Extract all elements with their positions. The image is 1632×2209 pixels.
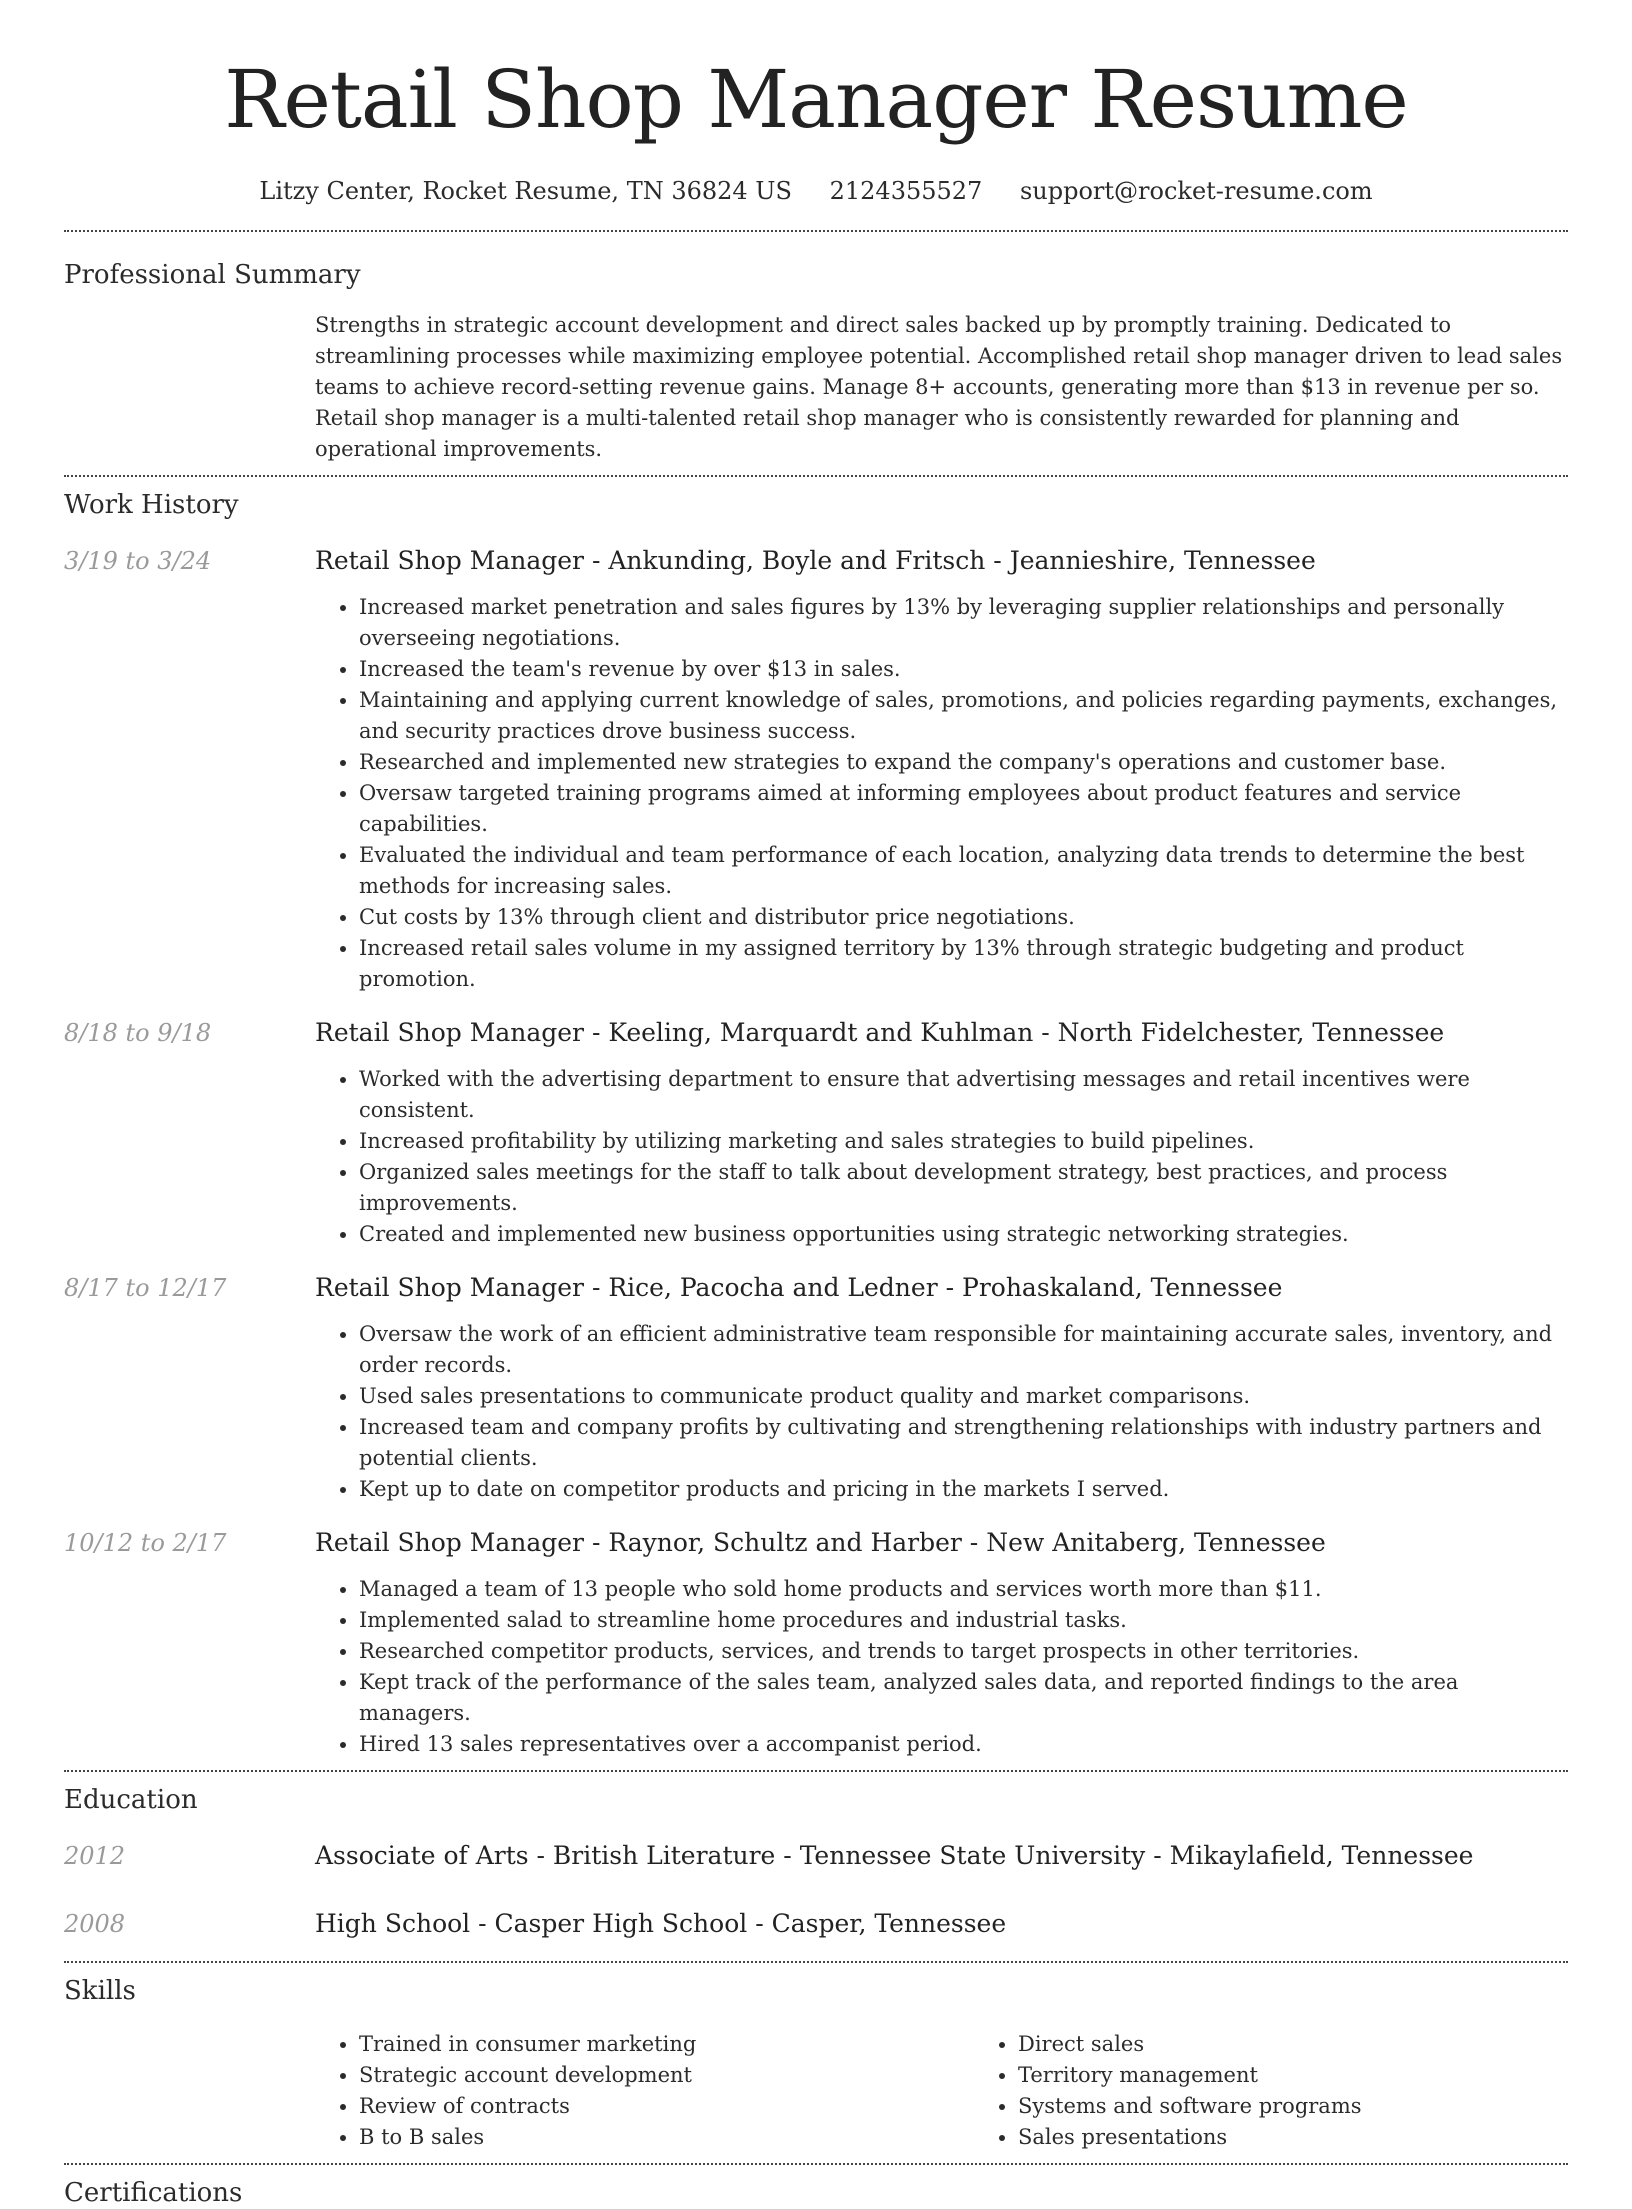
list-item: • Researched competitor products, services, and trends to target prospects in other territories. [359, 1636, 1568, 1667]
list-item: • Implemented salad to streamline home procedures and industrial tasks. [359, 1605, 1568, 1636]
job-title: Retail Shop Manager - Raynor, Schultz and Harber - New Anitaberg, Tennessee [315, 1528, 1326, 1557]
section-divider [64, 475, 1568, 477]
education-detail: Associate of Arts - British Literature - Tennessee State University - Mikaylafield, Tennessee [315, 1841, 1474, 1870]
summary-text: Strengths in strategic account development and direct sales backed up by promptly training. Dedicated to streamlining processes while maximizing employee potential. Accomplished retail shop manager driven to lead sales teams to achieve record-setting revenue gains. Manage 8+ accounts, generating more than $13 in revenue per so. Retail shop manager is a multi-talented retail shop manager who is consistently rewarded for planning and operational improvements. [315, 313, 1563, 461]
job-title: Retail Shop Manager - Ankunding, Boyle and Fritsch - Jeannieshire, Tennessee [315, 546, 1316, 575]
section-heading-summary: Professional Summary [64, 260, 361, 290]
list-item: • Researched and implemented new strategies to expand the company's operations and customer base. [359, 747, 1568, 778]
job-dates: 8/18 to 9/18 [64, 1019, 212, 1047]
list-item: • Hired 13 sales representatives over a accompanist period. [359, 1729, 1568, 1760]
list-item: • Increased profitability by utilizing marketing and sales strategies to build pipelines. [359, 1126, 1568, 1157]
job-dates: 10/12 to 2/17 [64, 1529, 227, 1557]
summary-left-spacer [64, 310, 315, 465]
job-entry [64, 1018, 1568, 1250]
list-item: • Systems and software programs [1018, 2091, 1632, 2122]
section-heading-skills: Skills [64, 1976, 136, 2006]
education-detail: High School - Casper High School - Casper, Tennessee [315, 1909, 1007, 1938]
section-divider [64, 1961, 1568, 1963]
list-item: • Oversaw the work of an efficient administrative team responsible for maintaining accurate sales, inventory, and order records. [359, 1319, 1568, 1381]
education-year: 2008 [64, 1910, 126, 1938]
list-item: • B to B sales [359, 2122, 974, 2153]
education-entry [64, 1841, 1568, 1871]
skills-left-spacer [64, 2029, 315, 2153]
contact-phone: 2124355527 [829, 177, 983, 205]
skills-list-column-2 [974, 2029, 1632, 2153]
skills-row [64, 2029, 1568, 2153]
section-divider [64, 1770, 1568, 1772]
list-item: • Kept track of the performance of the sales team, analyzed sales data, and reported findings to the area managers. [359, 1667, 1568, 1729]
list-item: • Review of contracts [359, 2091, 974, 2122]
section-divider [64, 2163, 1568, 2165]
contact-line [0, 176, 1632, 206]
section-divider [64, 230, 1568, 232]
section-heading-work-history: Work History [64, 490, 239, 520]
list-item: • Increased the team's revenue by over $13 in sales. [359, 654, 1568, 685]
job-entry [64, 1528, 1568, 1760]
list-item: • Oversaw targeted training programs aimed at informing employees about product features and service capabilities. [359, 778, 1568, 840]
list-item: • Increased team and company profits by cultivating and strengthening relationships with industry partners and potential clients. [359, 1412, 1568, 1474]
list-item: • Worked with the advertising department to ensure that advertising messages and retail incentives were consistent. [359, 1064, 1568, 1126]
summary-row [64, 310, 1568, 465]
list-item: • Direct sales [1018, 2029, 1632, 2060]
list-item: • Created and implemented new business opportunities using strategic networking strategies. [359, 1219, 1568, 1250]
job-bullet-list [315, 592, 1568, 995]
job-bullet-list [315, 1574, 1568, 1760]
job-dates: 3/19 to 3/24 [64, 547, 212, 575]
list-item: • Increased retail sales volume in my assigned territory by 13% through strategic budgeting and product promotion. [359, 933, 1568, 995]
list-item: • Cut costs by 13% through client and distributor price negotiations. [359, 902, 1568, 933]
list-item: • Increased market penetration and sales figures by 13% by leveraging supplier relationships and personally overseeing negotiations. [359, 592, 1568, 654]
job-bullet-list [315, 1064, 1568, 1250]
list-item: • Trained in consumer marketing [359, 2029, 974, 2060]
list-item: • Territory management [1018, 2060, 1632, 2091]
job-dates: 8/17 to 12/17 [64, 1274, 227, 1302]
section-heading-education: Education [64, 1785, 198, 1815]
contact-address: Litzy Center, Rocket Resume, TN 36824 US [259, 177, 792, 205]
skills-list-column-1 [315, 2029, 974, 2153]
education-entry [64, 1909, 1568, 1939]
list-item: • Managed a team of 13 people who sold home products and services worth more than $11. [359, 1574, 1568, 1605]
list-item: • Organized sales meetings for the staff to talk about development strategy, best practices, and process improvements. [359, 1157, 1568, 1219]
job-bullet-list [315, 1319, 1568, 1505]
job-title: Retail Shop Manager - Rice, Pacocha and Ledner - Prohaskaland, Tennessee [315, 1273, 1283, 1302]
job-entry [64, 546, 1568, 995]
list-item: • Evaluated the individual and team performance of each location, analyzing data trends to determine the best methods for increasing sales. [359, 840, 1568, 902]
list-item: • Strategic account development [359, 2060, 974, 2091]
job-title: Retail Shop Manager - Keeling, Marquardt and Kuhlman - North Fidelchester, Tennessee [315, 1018, 1445, 1047]
list-item: • Used sales presentations to communicate product quality and market comparisons. [359, 1381, 1568, 1412]
list-item: • Sales presentations [1018, 2122, 1632, 2153]
resume-title: Retail Shop Manager Resume [224, 53, 1408, 146]
list-item: • Kept up to date on competitor products and pricing in the markets I served. [359, 1474, 1568, 1505]
list-item: • Maintaining and applying current knowledge of sales, promotions, and policies regarding payments, exchanges, and security practices drove business success. [359, 685, 1568, 747]
job-entry [64, 1273, 1568, 1505]
education-year: 2012 [64, 1842, 126, 1870]
contact-email[interactable]: support@rocket-resume.com [1019, 177, 1373, 205]
section-heading-certifications: Certifications [64, 2178, 243, 2208]
